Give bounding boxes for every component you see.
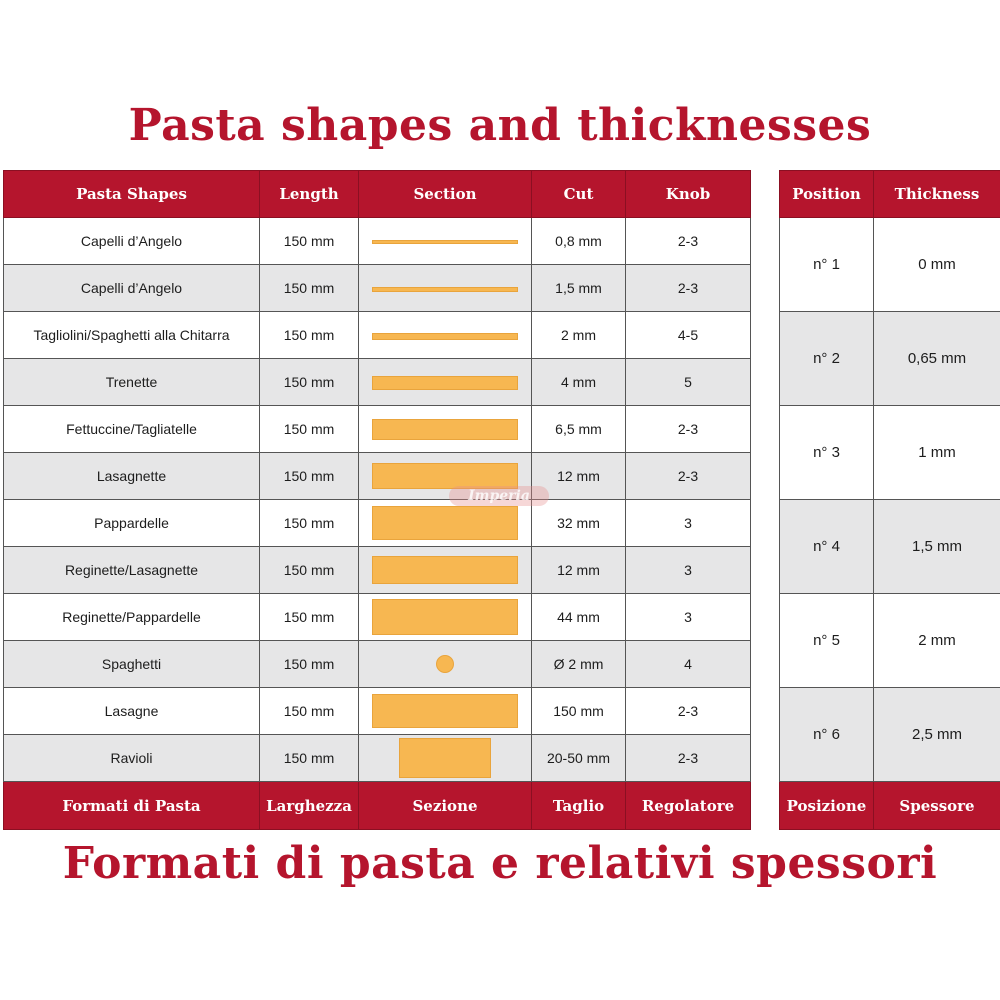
- length-cell: 150 mm: [260, 547, 359, 594]
- knob-cell: 2-3: [626, 406, 751, 453]
- section-cell: [359, 735, 532, 782]
- position-cell: n° 2: [780, 312, 874, 406]
- section-cell: [359, 359, 532, 406]
- thickness-cell: 1,5 mm: [874, 500, 1000, 594]
- section-cell: [359, 547, 532, 594]
- header-knob: Knob: [626, 171, 751, 218]
- pasta-section-swatch: [372, 506, 518, 540]
- table-row: [4, 641, 751, 688]
- thickness-cell: 0 mm: [874, 218, 1000, 312]
- cut-cell: 1,5 mm: [532, 265, 626, 312]
- knob-cell: 2-3: [626, 453, 751, 500]
- knob-cell: 3: [626, 547, 751, 594]
- cut-cell: Ø 2 mm: [532, 641, 626, 688]
- table-row: [4, 265, 751, 312]
- thickness-cell: 2,5 mm: [874, 688, 1000, 782]
- section-cell: [359, 312, 532, 359]
- cut-cell: 44 mm: [532, 594, 626, 641]
- pasta-shape-cell: Tagliolini/Spaghetti alla Chitarra: [4, 312, 260, 359]
- pasta-section-swatch: [372, 333, 518, 340]
- footer-formati-di-pasta: Formati di Pasta: [4, 782, 260, 830]
- section-cell: [359, 594, 532, 641]
- pasta-shape-cell: Ravioli: [4, 735, 260, 782]
- length-cell: 150 mm: [260, 500, 359, 547]
- footer-row: [4, 782, 751, 830]
- pasta-section-swatch: [436, 655, 454, 673]
- length-cell: 150 mm: [260, 359, 359, 406]
- pasta-shape-cell: Capelli d’Angelo: [4, 218, 260, 265]
- pasta-section-swatch: [372, 287, 518, 292]
- page-title-english: Pasta shapes and thicknesses: [128, 100, 872, 151]
- table-row: [4, 735, 751, 782]
- header-position: Position: [780, 171, 874, 218]
- position-cell: n° 1: [780, 218, 874, 312]
- pasta-section-swatch: [372, 694, 518, 728]
- section-cell: [359, 688, 532, 735]
- table-row: [4, 453, 751, 500]
- table-row: [4, 406, 751, 453]
- header-row: [4, 171, 751, 218]
- length-cell: 150 mm: [260, 641, 359, 688]
- cut-cell: 2 mm: [532, 312, 626, 359]
- cut-cell: 0,8 mm: [532, 218, 626, 265]
- table-row: [4, 359, 751, 406]
- table-row: [780, 594, 1000, 688]
- thickness-table: [779, 170, 1000, 830]
- pasta-shape-cell: Lasagnette: [4, 453, 260, 500]
- knob-cell: 5: [626, 359, 751, 406]
- section-cell: [359, 218, 532, 265]
- thickness-cell: 2 mm: [874, 594, 1000, 688]
- pasta-shape-cell: Reginette/Lasagnette: [4, 547, 260, 594]
- footer-regolatore: Regolatore: [626, 782, 751, 830]
- footer-spessore: Spessore: [874, 782, 1000, 830]
- thickness-cell: 0,65 mm: [874, 312, 1000, 406]
- pasta-section-swatch: [372, 419, 518, 440]
- thickness-cell: 1 mm: [874, 406, 1000, 500]
- position-cell: n° 5: [780, 594, 874, 688]
- section-cell: [359, 265, 532, 312]
- pasta-shape-cell: Capelli d’Angelo: [4, 265, 260, 312]
- position-cell: n° 4: [780, 500, 874, 594]
- cut-cell: 6,5 mm: [532, 406, 626, 453]
- side-footer-row: [780, 782, 1000, 830]
- cut-cell: 20-50 mm: [532, 735, 626, 782]
- header-cut: Cut: [532, 171, 626, 218]
- table-row: [4, 594, 751, 641]
- table-row: [780, 218, 1000, 312]
- pasta-shapes-table: [3, 170, 751, 830]
- knob-cell: 4: [626, 641, 751, 688]
- table-row: [780, 688, 1000, 782]
- length-cell: 150 mm: [260, 406, 359, 453]
- table-row: [780, 500, 1000, 594]
- table-row: [4, 688, 751, 735]
- table-row: [780, 312, 1000, 406]
- length-cell: 150 mm: [260, 453, 359, 500]
- pasta-section-swatch: [372, 599, 518, 635]
- knob-cell: 3: [626, 500, 751, 547]
- cut-cell: 4 mm: [532, 359, 626, 406]
- footer-larghezza: Larghezza: [260, 782, 359, 830]
- length-cell: 150 mm: [260, 312, 359, 359]
- knob-cell: 3: [626, 594, 751, 641]
- length-cell: 150 mm: [260, 688, 359, 735]
- knob-cell: 2-3: [626, 688, 751, 735]
- cut-cell: 12 mm: [532, 547, 626, 594]
- cut-cell: 12 mm: [532, 453, 626, 500]
- cut-cell: 150 mm: [532, 688, 626, 735]
- footer-sezione: Sezione: [359, 782, 532, 830]
- footer-taglio: Taglio: [532, 782, 626, 830]
- length-cell: 150 mm: [260, 218, 359, 265]
- pasta-section-swatch: [372, 376, 518, 390]
- pasta-shape-cell: Trenette: [4, 359, 260, 406]
- cut-cell: 32 mm: [532, 500, 626, 547]
- table-row: [780, 406, 1000, 500]
- header-pasta-shapes: Pasta Shapes: [4, 171, 260, 218]
- pasta-section-swatch: [399, 738, 491, 778]
- pasta-shape-cell: Spaghetti: [4, 641, 260, 688]
- table-row: [4, 312, 751, 359]
- pasta-shape-cell: Lasagne: [4, 688, 260, 735]
- pasta-section-swatch: [372, 556, 518, 584]
- knob-cell: 2-3: [626, 735, 751, 782]
- position-cell: n° 6: [780, 688, 874, 782]
- pasta-section-swatch: [372, 240, 518, 244]
- table-row: [4, 547, 751, 594]
- length-cell: 150 mm: [260, 735, 359, 782]
- knob-cell: 2-3: [626, 218, 751, 265]
- header-length: Length: [260, 171, 359, 218]
- header-section: Section: [359, 171, 532, 218]
- header-thickness: Thickness: [874, 171, 1000, 218]
- side-header-row: [780, 171, 1000, 218]
- section-cell: [359, 500, 532, 547]
- table-row: [4, 218, 751, 265]
- knob-cell: 4-5: [626, 312, 751, 359]
- pasta-shape-cell: Fettuccine/Tagliatelle: [4, 406, 260, 453]
- table-row: [4, 500, 751, 547]
- pasta-shape-cell: Reginette/Pappardelle: [4, 594, 260, 641]
- section-cell: [359, 641, 532, 688]
- footer-posizione: Posizione: [780, 782, 874, 830]
- imperia-watermark: Imperia: [449, 486, 549, 506]
- page-title-italian: Formati di pasta e relativi spessori: [62, 838, 938, 889]
- position-cell: n° 3: [780, 406, 874, 500]
- pasta-shape-cell: Pappardelle: [4, 500, 260, 547]
- length-cell: 150 mm: [260, 265, 359, 312]
- length-cell: 150 mm: [260, 594, 359, 641]
- knob-cell: 2-3: [626, 265, 751, 312]
- section-cell: [359, 406, 532, 453]
